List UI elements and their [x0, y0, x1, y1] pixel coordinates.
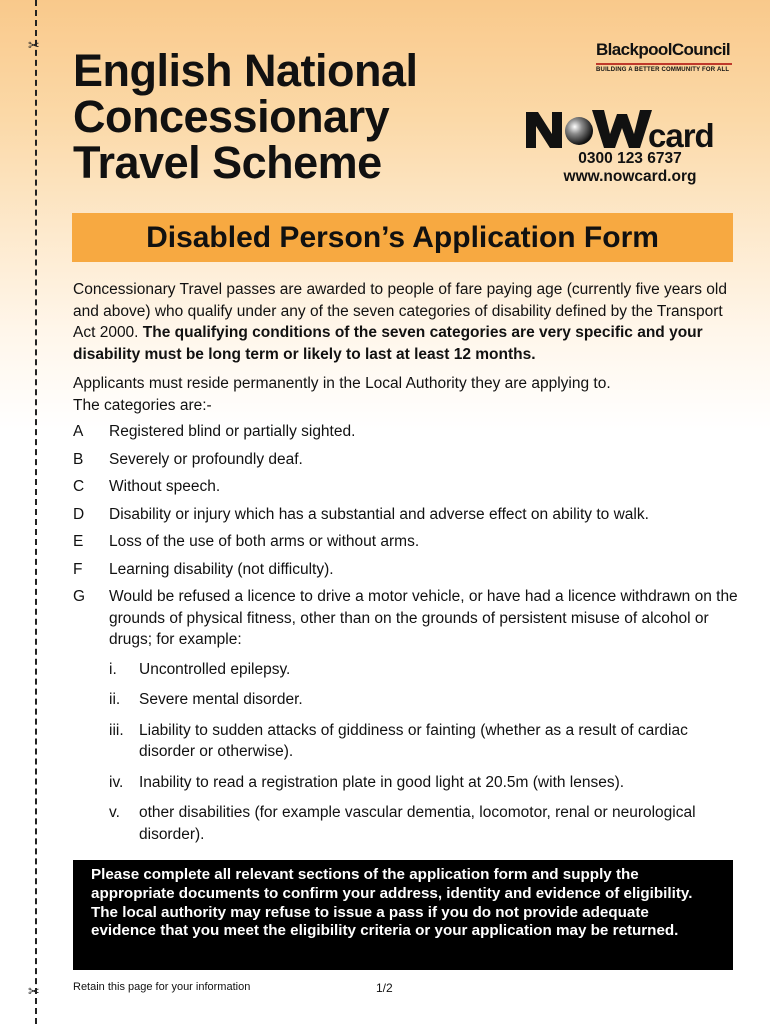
category-text: Learning disability (not difficulty). [109, 560, 334, 578]
example-number: v. [109, 804, 120, 821]
example-number: iv. [109, 773, 124, 791]
council-tagline: BUILDING A BETTER COMMUNITY FOR ALL [596, 67, 730, 73]
category-item [73, 586, 738, 651]
category-text: Loss of the use of both arms or without arms. [109, 533, 420, 550]
phone-number: 0300 123 6737 [578, 150, 682, 167]
category-letter: C [73, 478, 85, 495]
residency-paragraph [73, 373, 738, 416]
website-url: www.nowcard.org [563, 168, 697, 185]
svg-text:card: card [648, 117, 714, 154]
category-text: Would be refused a licence to drive a motor vehicle, or have had a licence withdrawn on the grounds of physical fitness, other than on the grounds of persistent misuse of alcohol or drugs; for example: [109, 588, 738, 648]
category-letter: B [73, 450, 84, 468]
example-number: iii. [109, 721, 124, 739]
council-logo-rule [596, 63, 732, 65]
page-number: 1/2 [376, 981, 393, 995]
scissors-icon: ✂ [28, 37, 40, 53]
blackpool-council-logo [596, 40, 732, 73]
example-item [109, 689, 738, 711]
footer-note: Retain this page for your information [73, 981, 251, 993]
category-item [73, 421, 738, 443]
category-item [73, 449, 738, 471]
residency-line-2: The categories are:- [73, 396, 212, 414]
title-line-3: Travel Scheme [73, 137, 382, 188]
nowcard-logo [524, 104, 734, 154]
example-item [109, 772, 738, 794]
intro-paragraph [73, 279, 738, 365]
category-text: Disability or injury which has a substantial and adverse effect on ability to walk. [109, 505, 649, 523]
category-letter: E [73, 533, 84, 550]
scissors-icon: ✂ [28, 983, 40, 999]
category-text: Registered blind or partially sighted. [109, 423, 356, 440]
notice-box: Please complete all relevant sections of the application form and supply the appropriate documents to confirm your address, identity and evidence of eligibility. The local authority may refuse to issue a pass if you do not provide adequate evidence that you meet the eligibility criteria or your application may be returned. [73, 860, 733, 970]
example-item [109, 720, 738, 763]
example-number: ii. [109, 691, 121, 708]
category-letter: D [73, 505, 85, 523]
council-name: BlackpoolCouncil [596, 40, 730, 59]
intro-bold-text: The qualifying conditions of the seven categories are very specific and your disability must be long term or likely to last at least 12 months. [73, 324, 703, 363]
example-number: i. [109, 660, 117, 678]
example-item [109, 659, 738, 681]
category-text: Without speech. [109, 478, 221, 495]
example-text: Inability to read a registration plate in good light at 20.5m (with lenses). [139, 773, 625, 791]
category-item [73, 531, 738, 553]
cut-line [35, 0, 37, 1024]
form-title-banner: Disabled Person’s Application Form [72, 213, 733, 262]
category-text: Severely or profoundly deaf. [109, 450, 303, 468]
residency-line-1: Applicants must reside permanently in the Local Authority they are applying to. [73, 375, 611, 392]
category-item [73, 476, 738, 498]
intro-text: Concessionary Travel passes are awarded to people of fare paying age (currently five years old and above) who qualify under any of the seven categories of disability defined by the Transport Act 2000. [73, 281, 727, 341]
category-item [73, 504, 738, 526]
title-line-2: Concessionary [73, 91, 390, 142]
category-letter: A [73, 423, 84, 440]
example-text: Severe mental disorder. [139, 691, 303, 708]
category-item [73, 559, 738, 581]
example-text: other disabilities (for example vascular dementia, locomotor, renal or neurological disorder). [139, 804, 696, 843]
page-title [73, 45, 418, 188]
contact-details [545, 150, 715, 186]
category-letter: G [73, 588, 86, 605]
main-content [73, 279, 738, 845]
category-letter: F [73, 560, 83, 578]
example-text: Uncontrolled epilepsy. [139, 660, 291, 678]
title-line-1: English National [73, 45, 418, 96]
nowcard-logo-graphic [524, 104, 734, 154]
example-item [109, 802, 738, 845]
example-text: Liability to sudden attacks of giddiness or fainting (whether as a result of cardiac disorder or otherwise). [139, 721, 688, 760]
